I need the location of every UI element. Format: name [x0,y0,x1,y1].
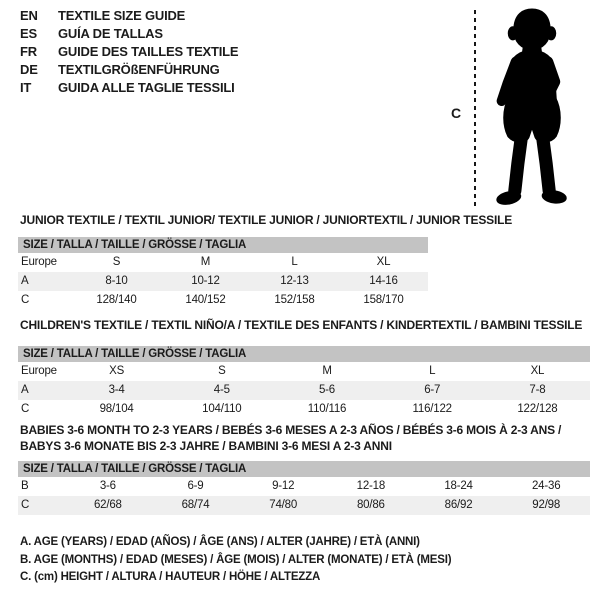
age-cell: 3-6 [99,480,116,492]
row-label: A [21,275,29,287]
age-cell: 6-9 [187,480,204,492]
row-label: B [21,480,29,492]
language-row [20,43,238,61]
table-row-age [18,381,590,400]
legend-age-months: B. AGE (MONTHS) / EDAD (MESES) / ÂGE (MOIS) / ALTER (MONATE) / ETÀ (MESI) [20,553,452,566]
size-header-bar: SIZE / TALLA / TAILLE / GRÖSSE / TAGLIA [18,346,590,362]
language-row [20,7,238,25]
legend-block [20,534,451,587]
age-cell: 12-13 [280,275,309,287]
age-cell: 7-8 [529,384,546,396]
age-cell: 3-4 [108,384,125,396]
table-row-height [18,496,590,515]
height-cell: 140/152 [185,294,226,306]
table-row-europe [18,253,428,272]
language-title-list [20,7,238,97]
age-cell: 10-12 [191,275,220,287]
age-cell: 9-12 [272,480,295,492]
junior-size-table [18,237,428,310]
height-cell: 152/158 [274,294,315,306]
height-cell: 98/104 [99,403,134,415]
height-cell: 74/80 [269,499,298,511]
language-row [20,79,238,97]
height-cell: 80/86 [356,499,385,511]
size-cell: S [112,256,121,268]
height-measure-dashed-line [474,10,476,206]
size-cell: M [322,365,332,377]
height-cell: 68/74 [181,499,210,511]
height-cell: 122/128 [517,403,558,415]
babies-size-table [18,461,590,515]
size-cell: S [218,365,226,377]
row-label: Europe [21,256,57,268]
height-cell: 62/68 [93,499,122,511]
height-cell: 128/140 [96,294,137,306]
language-code: EN [20,8,38,23]
height-cell: 116/122 [412,403,452,415]
table-row-height [18,291,428,310]
language-code: IT [20,80,32,95]
guide-title-es: GUÍA DE TALLAS [58,26,163,41]
children-table-title: CHILDREN'S TEXTILE / TEXTIL NIÑO/A / TEXTILE DES ENFANTS / KINDERTEXTIL / BAMBINI TESSILE [20,318,583,332]
height-cell: 104/110 [202,403,242,415]
children-size-table [18,346,590,419]
row-label: Europe [21,365,57,377]
row-label: A [21,384,29,396]
height-cell: 92/98 [532,499,561,511]
size-header-bar: SIZE / TALLA / TAILLE / GRÖSSE / TAGLIA [18,237,428,253]
height-cell: 110/116 [307,403,347,415]
table-row-europe [18,362,590,381]
size-cell: XL [530,365,545,377]
height-measure-label: C [451,105,461,121]
size-header-bar: SIZE / TALLA / TAILLE / GRÖSSE / TAGLIA [18,461,590,477]
language-code: FR [20,44,37,59]
height-cell: 158/170 [363,294,404,306]
table-row-height [18,400,590,419]
guide-title-fr: GUIDE DES TAILLES TEXTILE [58,44,239,59]
row-label: C [21,499,30,511]
baby-silhouette-icon [481,6,583,208]
age-cell: 12-18 [356,480,386,492]
age-cell: 4-5 [213,384,230,396]
legend-height: C. (cm) HEIGHT / ALTURA / HAUTEUR / HÖHE / ALTEZZA [20,571,321,583]
table-row-age-months [18,477,590,496]
guide-title-en: TEXTILE SIZE GUIDE [58,8,186,23]
size-cell: XS [109,365,125,377]
size-cell: XL [376,256,391,268]
language-code: ES [20,26,37,41]
age-cell: 8-10 [105,275,128,287]
table-row-age [18,272,428,291]
language-code: DE [20,62,38,77]
row-label: C [21,294,30,306]
age-cell: 6-7 [424,384,441,396]
row-label: C [21,403,30,415]
age-cell: 5-6 [318,384,336,396]
guide-title-it: GUIDA ALLE TAGLIE TESSILI [58,80,235,95]
language-row [20,61,238,79]
guide-title-de: TEXTILGRÖßENFÜHRUNG [58,62,220,77]
size-cell: M [200,256,211,268]
age-cell: 14-16 [369,275,398,287]
legend-age-years: A. AGE (YEARS) / EDAD (AÑOS) / ÂGE (ANS) / ALTER (JAHRE) / ETÀ (ANNI) [20,536,420,548]
junior-table-title: JUNIOR TEXTILE / TEXTIL JUNIOR/ TEXTILE JUNIOR / JUNIORTEXTIL / JUNIOR TESSILE [20,213,513,227]
language-row [20,25,238,43]
height-cell: 86/92 [444,499,473,511]
babies-table-title: BABIES 3-6 MONTH TO 2-3 YEARS / BEBÉS 3-6 MESES A 2-3 AÑOS / BÉBÉS 3-6 MOIS À 2-3 ANS / BABYS 3-6 MONATE BIS 2-3 JAHRE / BAMBINI 3-6 MESI A 2-3 ANNI [20,423,562,453]
age-cell: 24-36 [531,480,561,492]
size-cell: L [291,256,298,268]
size-cell: L [429,365,436,377]
age-cell: 18-24 [444,480,473,492]
